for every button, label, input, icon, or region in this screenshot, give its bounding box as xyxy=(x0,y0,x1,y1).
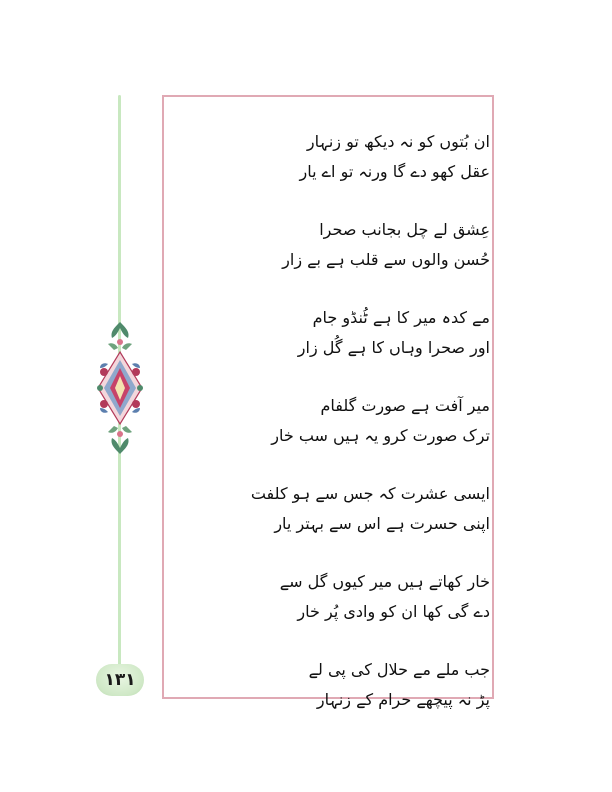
verse-line: مے کدہ میر کا ہے ٹُنڈو جام xyxy=(312,308,490,327)
ornament-center xyxy=(97,352,143,424)
page-number xyxy=(96,664,144,696)
couplet xyxy=(240,392,490,450)
couplet xyxy=(240,656,490,714)
verse-line: عِشق لے چل بجانب صحرا xyxy=(319,220,490,239)
verse-line: حُسن والوں سے قلب ہے بے زار xyxy=(282,250,490,269)
verse-line: عقل کھو دے گا ورنہ تو اے یار xyxy=(299,162,490,181)
verse-line: دے گی کھا ان کو وادی پُر خار xyxy=(297,602,490,621)
couplet xyxy=(240,304,490,362)
verse-line: اور صحرا وہاں کا ہے گُل زار xyxy=(297,338,490,357)
couplet xyxy=(240,128,490,186)
couplet xyxy=(240,568,490,626)
page-number-text: ۱۳۱ xyxy=(104,670,136,690)
verse-line: خار کھاتے ہیں میر کیوں گل سے xyxy=(279,572,490,591)
poem-body xyxy=(240,128,490,744)
couplet xyxy=(240,216,490,274)
verse-line: میر آفت ہے صورت گلفام xyxy=(320,396,490,415)
couplet xyxy=(240,480,490,538)
verse-line: ایسی عشرت کہ جس سے ہو کلفت xyxy=(250,484,490,503)
verse-line: جب ملے مے حلال کی پی لے xyxy=(308,660,490,679)
verse-line: اپنی حسرت ہے اس سے بہتر یار xyxy=(274,514,490,533)
verse-line: ترک صورت کرو یہ ہیں سب خار xyxy=(271,426,490,445)
ornament-top-sprig xyxy=(108,322,132,350)
ornament-bottom-sprig xyxy=(108,426,132,454)
floral-ornament xyxy=(94,318,146,458)
verse-line: پڑ نہ پیچھے حرام کے زنہار xyxy=(316,690,490,709)
verse-line: ان بُتوں کو نہ دیکھ تو زنہار xyxy=(306,132,490,151)
